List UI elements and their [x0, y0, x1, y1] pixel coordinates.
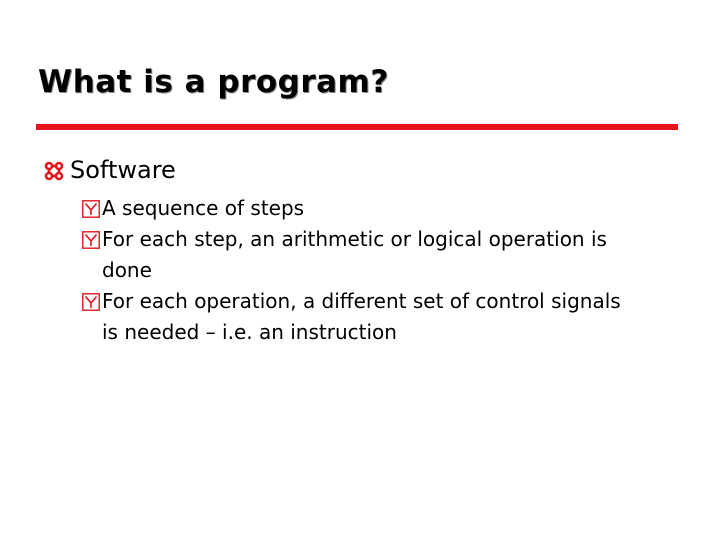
sub-bullet-operation [80, 224, 680, 286]
sub-bullet-line: A sequence of steps [102, 196, 305, 220]
title-underline-rule [36, 124, 678, 130]
sub-bullet-line: For each operation, a different set of control signals [102, 289, 621, 313]
bullet-software-label: Software [70, 156, 176, 184]
sub-bullet-line-continued: is needed – i.e. an instruction [102, 320, 397, 344]
slide-title: What is a program? [38, 64, 389, 100]
sub-bullet-line-continued: done [102, 258, 152, 282]
sub-bullet-control-signals [80, 286, 680, 348]
sub-bullet-line: For each step, an arithmetic or logical operation is [102, 227, 607, 251]
sub-bullet-sequence [80, 193, 680, 224]
checkbox-y-icon [82, 231, 100, 249]
checkbox-y-icon [82, 200, 100, 218]
sub-bullet-list [80, 193, 680, 348]
command-key-icon [44, 161, 64, 181]
checkbox-y-icon [82, 293, 100, 311]
